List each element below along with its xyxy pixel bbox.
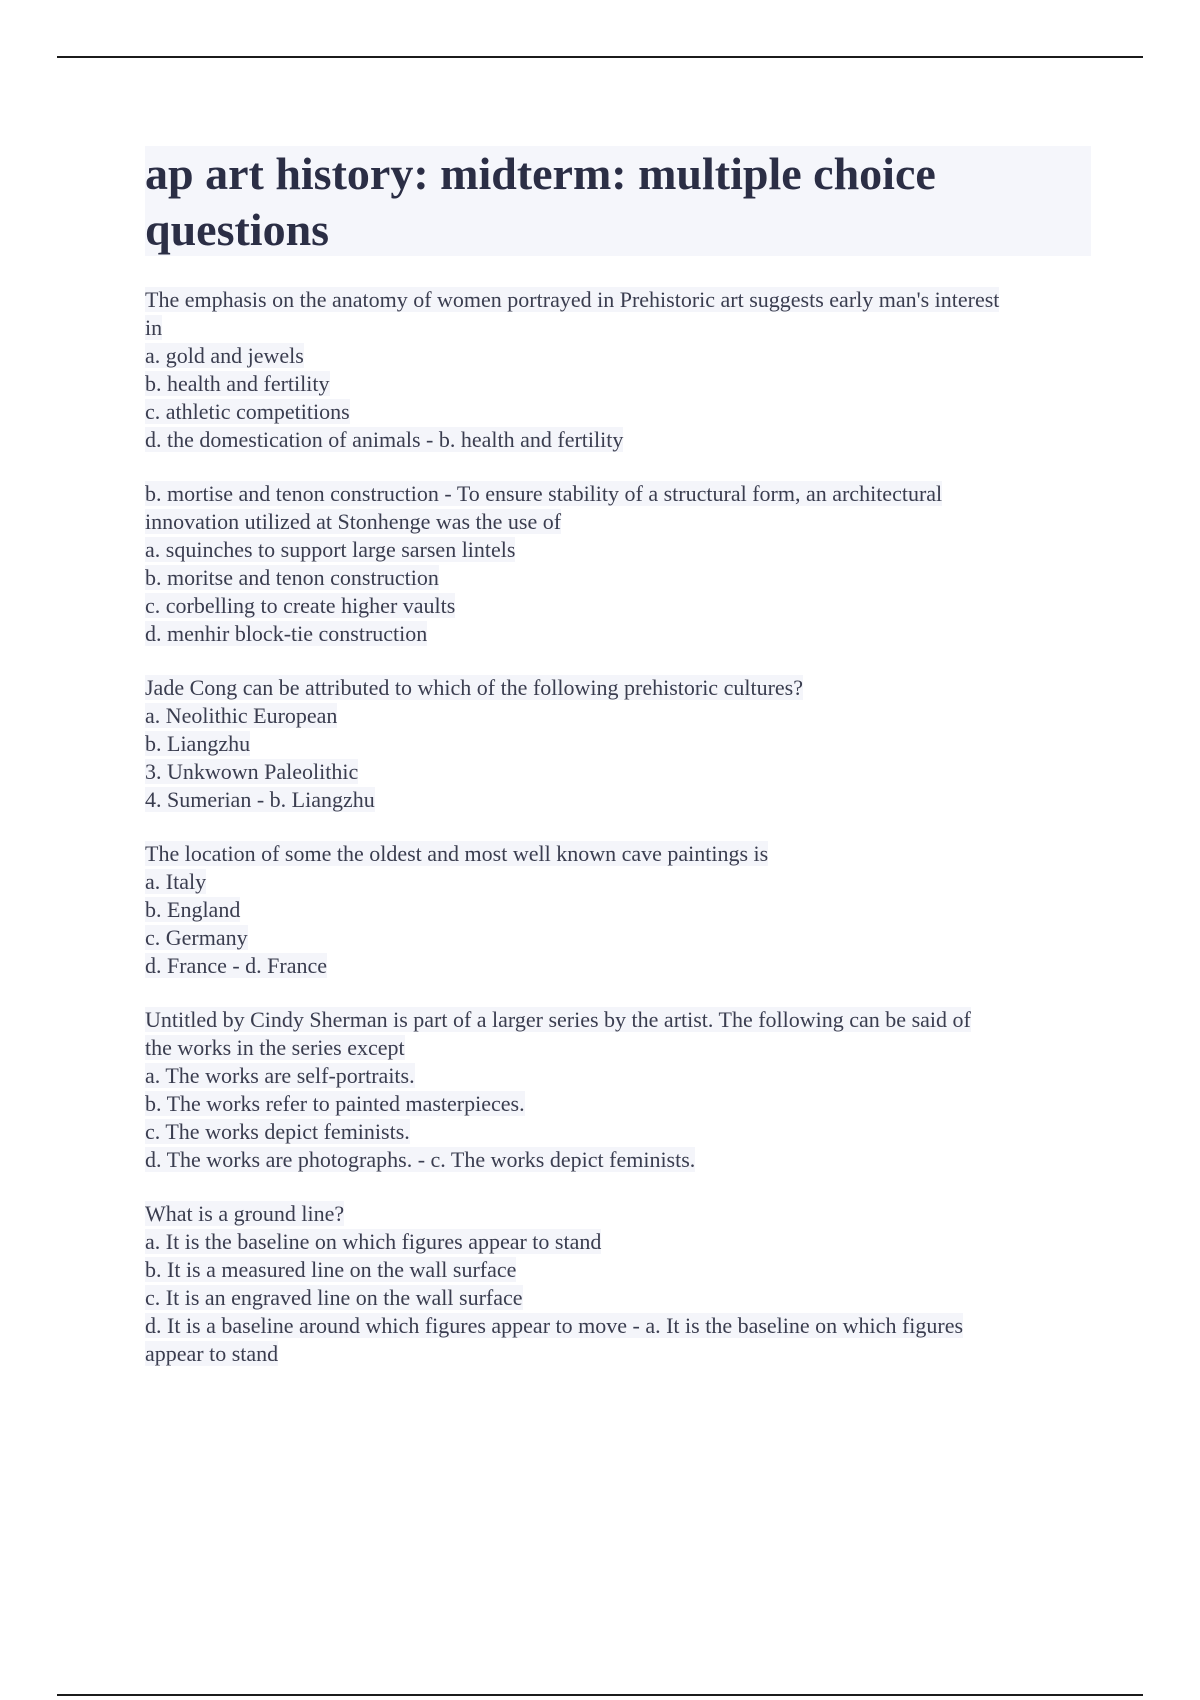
line-text: a. Italy xyxy=(145,869,207,894)
line-text: 3. Unkwown Paleolithic xyxy=(145,759,359,784)
answer-line xyxy=(145,952,1091,980)
line-text: d. It is a baseline around which figures appear to move - a. It is the baseline on which figures xyxy=(145,1313,964,1338)
answer-line xyxy=(145,1312,1091,1340)
question-list xyxy=(145,286,1091,1368)
answer-line xyxy=(145,702,1091,730)
answer-line xyxy=(145,314,1091,342)
line-text: The location of some the oldest and most well known cave paintings is xyxy=(145,841,769,866)
line-text: a. It is the baseline on which figures appear to stand xyxy=(145,1229,602,1254)
line-text: d. The works are photographs. - c. The works depict feminists. xyxy=(145,1147,696,1172)
line-text: a. Neolithic European xyxy=(145,703,338,728)
answer-line xyxy=(145,1034,1091,1062)
line-text: appear to stand xyxy=(145,1341,279,1366)
line-text: a. The works are self-portraits. xyxy=(145,1063,415,1088)
question-card xyxy=(145,674,1091,814)
question-card xyxy=(145,286,1091,454)
answer-line xyxy=(145,1090,1091,1118)
answer-line xyxy=(145,1284,1091,1312)
line-text: c. It is an engraved line on the wall surface xyxy=(145,1285,523,1310)
line-text: b. mortise and tenon construction - To ensure stability of a structural form, an architectural xyxy=(145,481,943,506)
answer-line xyxy=(145,536,1091,564)
question-text xyxy=(145,1200,1091,1228)
question-text xyxy=(145,1006,1091,1034)
document-body xyxy=(145,146,1091,1368)
line-text: b. England xyxy=(145,897,241,922)
answer-line xyxy=(145,1118,1091,1146)
line-text: b. It is a measured line on the wall surface xyxy=(145,1257,517,1282)
question-text xyxy=(145,480,1091,508)
line-text: b. The works refer to painted masterpieces. xyxy=(145,1091,525,1116)
question-card xyxy=(145,1200,1091,1368)
line-text: in xyxy=(145,315,163,340)
answer-line xyxy=(145,1340,1091,1368)
answer-line xyxy=(145,426,1091,454)
line-text: b. moritse and tenon construction xyxy=(145,565,439,590)
answer-line xyxy=(145,868,1091,896)
question-card xyxy=(145,1006,1091,1174)
line-text: The emphasis on the anatomy of women portrayed in Prehistoric art suggests early man's interest xyxy=(145,287,1000,312)
answer-line xyxy=(145,896,1091,924)
line-text: d. menhir block-tie construction xyxy=(145,621,428,646)
line-text: innovation utilized at Stonhenge was the use of xyxy=(145,509,562,534)
page-title: ap art history: midterm: multiple choice questions xyxy=(145,148,936,255)
question-card xyxy=(145,840,1091,980)
answer-line xyxy=(145,398,1091,426)
line-text: d. France - d. France xyxy=(145,953,328,978)
line-text: d. the domestication of animals - b. health and fertility xyxy=(145,427,624,452)
answer-line xyxy=(145,1062,1091,1090)
answer-line xyxy=(145,1146,1091,1174)
answer-line xyxy=(145,342,1091,370)
answer-line xyxy=(145,1256,1091,1284)
answer-line xyxy=(145,370,1091,398)
question-text xyxy=(145,286,1091,314)
line-text: c. The works depict feminists. xyxy=(145,1119,410,1144)
line-text: c. corbelling to create higher vaults xyxy=(145,593,456,618)
line-text: What is a ground line? xyxy=(145,1201,345,1226)
answer-line xyxy=(145,730,1091,758)
line-text: a. gold and jewels xyxy=(145,343,304,368)
answer-line xyxy=(145,786,1091,814)
line-text: 4. Sumerian - b. Liangzhu xyxy=(145,787,375,812)
line-text: a. squinches to support large sarsen lintels xyxy=(145,537,516,562)
line-text: c. Germany xyxy=(145,925,248,950)
line-text: Jade Cong can be attributed to which of the following prehistoric cultures? xyxy=(145,675,803,700)
line-text: c. athletic competitions xyxy=(145,399,350,424)
answer-line xyxy=(145,1228,1091,1256)
line-text: Untitled by Cindy Sherman is part of a larger series by the artist. The following can be said of xyxy=(145,1007,971,1032)
question-text xyxy=(145,840,1091,868)
answer-line xyxy=(145,592,1091,620)
line-text: b. health and fertility xyxy=(145,371,330,396)
bottom-divider xyxy=(57,1694,1143,1696)
question-card xyxy=(145,480,1091,648)
answer-line xyxy=(145,620,1091,648)
answer-line xyxy=(145,924,1091,952)
top-divider xyxy=(57,56,1143,58)
answer-line xyxy=(145,758,1091,786)
line-text: the works in the series except xyxy=(145,1035,405,1060)
answer-line xyxy=(145,564,1091,592)
question-text xyxy=(145,674,1091,702)
title-block xyxy=(145,146,1091,256)
line-text: b. Liangzhu xyxy=(145,731,251,756)
answer-line xyxy=(145,508,1091,536)
